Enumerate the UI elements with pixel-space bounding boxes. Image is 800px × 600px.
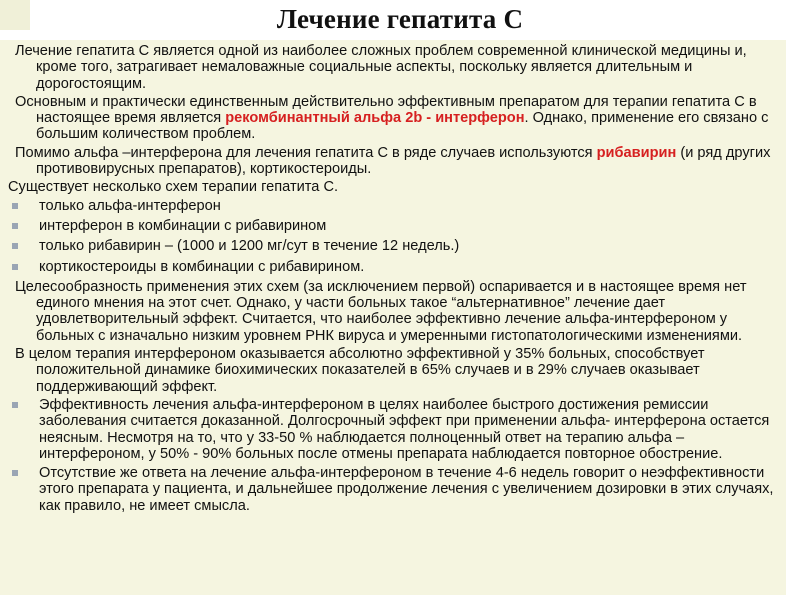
bullet-icon xyxy=(12,223,18,229)
paragraph-expediency: Целесообразность применения этих схем (за исключением первой) оспаривается и в настоящее время нет единого мнения на этот счет. Однако, у части больных такое “альтернативное” лечение дает удовлетворительный эффект. Считается, что наиболее эффективно лечение альфа-интерфероном у больных с изначально низким уровнем РНК вируса и умеренными гистопатологическими изменениями. xyxy=(15,278,747,344)
list-item: только альфа-интерферон xyxy=(8,198,776,214)
bullet-icon xyxy=(12,264,18,270)
bullet-icon xyxy=(12,470,18,476)
paragraph-schemes-intro: Существует несколько схем терапии гепатита С. xyxy=(8,179,339,196)
bullet-paragraph-remission: Эффективность лечения альфа-интерфероном в целях наиболее быстрого достижения ремиссии заболевания считается доказанной. Долгосрочный эффект при применении альфа- интерферона остается неясным. Несмотря на то, что у 33-50 % наблюдается полноценный ответ на терапию альфа – интерфероном, у 50% - 90% больных после отмены препарата наблюдается повторное обострение. xyxy=(8,397,776,462)
text: Помимо альфа –интерферона для лечения гепатита С в ряде случаев используются xyxy=(15,144,597,161)
content-area xyxy=(0,40,786,595)
highlight-ribavirin: рибавирин xyxy=(596,144,677,161)
paragraph-intro: Лечение гепатита С является одной из наиболее сложных проблем современной клинической медицины и, кроме того, затрагивает немаловажные социальные аспекты, поскольку является длительным и дорогостоящим. xyxy=(15,43,747,92)
paragraph-other-drugs xyxy=(8,145,776,178)
bullet-paragraph-no-response: Отсутствие же ответа на лечение альфа-интерфероном в течение 4-6 недель говорит о неэффективности этого препарата у пациента, и дальнейшее продолжение лечения с увеличением дозировки в этих случаях, как правило, не имеет смысла. xyxy=(8,465,776,514)
list-item: кортикостероиды в комбинации с рибавирином. xyxy=(8,259,776,275)
paragraph-efficacy: В целом терапия интерфероном оказывается абсолютно эффективной у 35% больных, способствует положительной динамике биохимических показателей в 65% случаев и в 29% случаев оказывает поддерживающий эффект. xyxy=(15,346,705,395)
list-item: интерферон в комбинации с рибавирином xyxy=(8,218,776,234)
list-item: только рибавирин – (1000 и 1200 мг/сут в течение 12 недель.) xyxy=(8,238,776,254)
text: . Однако, применение его связано с большим количеством проблем. xyxy=(36,110,769,143)
page-title: Лечение гепатита С xyxy=(276,4,524,34)
bullet-icon xyxy=(12,243,18,249)
highlight-interferon: рекомбинантный альфа 2b - интерферон xyxy=(225,110,525,127)
bullet-icon xyxy=(12,203,18,209)
text: Основным и практически единственным действительно эффективным препаратом для терапии гепатита С в настоящее время является xyxy=(15,93,757,127)
paragraph-main-drug xyxy=(8,94,776,143)
bullet-icon xyxy=(12,402,18,408)
text: (и ряд других противовирусных препаратов), кортикостероиды. xyxy=(36,144,771,178)
schemes-list xyxy=(8,198,776,275)
